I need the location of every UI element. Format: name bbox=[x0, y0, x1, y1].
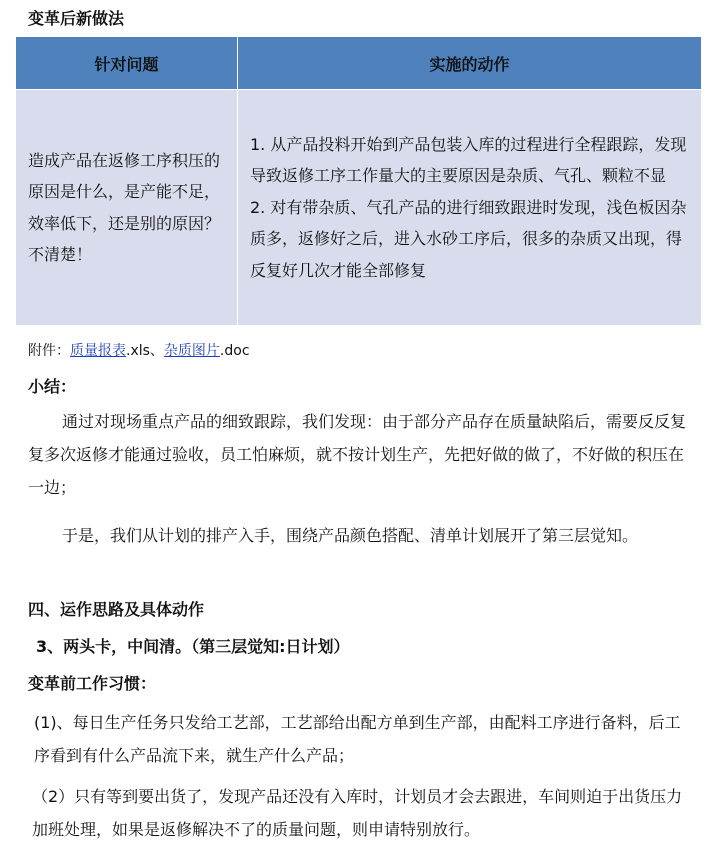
table-row bbox=[16, 90, 702, 326]
plan-table bbox=[15, 36, 702, 326]
header-actions: 实施的动作 bbox=[238, 37, 702, 90]
file2-ext: .doc bbox=[219, 343, 250, 359]
habit-1: (1)、每日生产任务只发给工艺部，工艺部给出配方单到生产部，由配料工序进行备料，后工序看到有什么产品流下来，就生产什么产品； bbox=[34, 713, 681, 765]
actions-cell bbox=[238, 90, 702, 326]
section-title: 变革后新做法 bbox=[28, 9, 125, 28]
section4-title: 四、运作思路及具体动作 bbox=[28, 600, 205, 619]
problem-cell: 造成产品在返修工序积压的原因是什么，是产能不足，效率低下，还是别的原因？不清楚！ bbox=[16, 90, 238, 326]
summary-paragraph-2: 于是，我们从计划的排产入手，围绕产品颜色搭配、清单计划展开了第三层觉知。 bbox=[62, 526, 639, 545]
attachments-line bbox=[28, 340, 250, 360]
quality-report-link[interactable]: 质量报表 bbox=[70, 343, 126, 359]
impurity-pictures-link[interactable]: 杂质图片 bbox=[163, 343, 220, 359]
header-problem: 针对问题 bbox=[16, 37, 238, 90]
table-header-row bbox=[16, 37, 702, 90]
before-change-title: 变革前工作习惯： bbox=[28, 674, 157, 693]
summary-title: 小结： bbox=[28, 377, 77, 396]
file1-ext: .xls bbox=[126, 343, 150, 359]
subsection-title: 3、两头卡，中间清。（第三层觉知:日计划） bbox=[36, 637, 350, 656]
attachments-separator: 、 bbox=[149, 343, 164, 359]
summary-paragraph-1: 通过对现场重点产品的细致跟踪，我们发现：由于部分产品存在质量缺陷后，需要反反复复多次返修才能通过验收，员工怕麻烦，就不按计划生产，先把好做的做了，不好做的积压在一边； bbox=[28, 412, 687, 497]
habit-2: （2）只有等到要出货了，发现产品还没有入库时，计划员才会去跟进，车间则迫于出货压力加班处理，如果是返修解决不了的质量问题，则申请特别放行。 bbox=[32, 787, 683, 839]
attachments-label: 附件： bbox=[28, 343, 70, 359]
action-item-1: 1. 从产品投料开始到产品包装入库的过程进行全程跟踪，发现导致返修工序工作量大的主要原因是杂质、气孔、颗粒不显 bbox=[250, 134, 687, 186]
action-item-2: 2. 对有带杂质、气孔产品的进行细致跟进时发现，浅色板因杂质多，返修好之后，进入水砂工序后，很多的杂质又出现，得反复好几次才能全部修复 bbox=[250, 197, 687, 280]
